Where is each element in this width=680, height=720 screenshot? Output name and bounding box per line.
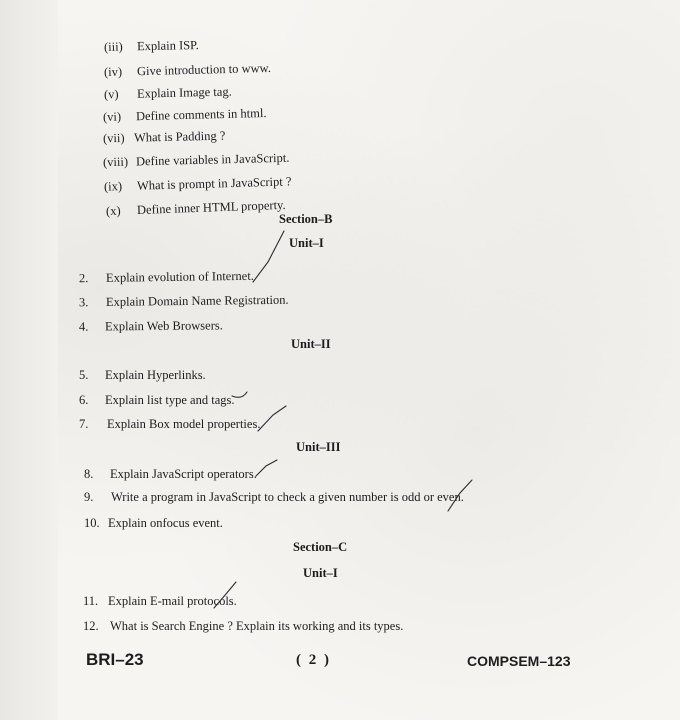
section-b-heading: Section–B: [279, 212, 333, 226]
unit-heading: Unit–III: [296, 440, 341, 454]
question-item: 2. Explain evolution of Internet.: [78, 268, 254, 286]
question-item: 3. Explain Domain Name Registration.: [78, 292, 289, 310]
question-item: 11. Explain E-mail protocols.: [83, 594, 237, 608]
question-item: 9. Write a program in JavaScript to check a given number is odd or even.: [84, 490, 464, 504]
list-item: (v) Explain Image tag.: [103, 84, 232, 102]
list-item: (iv) Give introduction to www.: [103, 60, 272, 80]
list-item: (ix) What is prompt in JavaScript ?: [103, 174, 292, 194]
question-item: 5. Explain Hyperlinks.: [79, 368, 206, 382]
question-item: 7. Explain Box model properties.: [79, 417, 261, 431]
paper-code-left: BRI–23: [86, 650, 144, 669]
section-c-heading: Section–C: [293, 540, 348, 554]
list-item: (viii) Define variables in JavaScript.: [102, 150, 290, 170]
list-item: (iii) Explain ISP.: [103, 38, 199, 54]
unit-heading: Unit–I: [303, 566, 338, 580]
unit-heading: Unit–II: [291, 337, 331, 351]
list-item: (x) Define inner HTML property.: [105, 197, 286, 219]
question-item: 12. What is Search Engine ? Explain its working and its types.: [83, 619, 404, 633]
question-item: 6. Explain list type and tags.: [79, 393, 235, 407]
list-item: (vii) What is Padding ?: [102, 128, 226, 146]
list-item: (vi) Define comments in html.: [102, 106, 267, 124]
question-item: 10. Explain onfocus event.: [84, 516, 223, 530]
unit-heading: Unit–I: [289, 236, 324, 250]
paper-code-right: COMPSEM–123: [467, 653, 571, 669]
question-item: 4. Explain Web Browsers.: [78, 318, 223, 334]
paper-left-edge: [0, 0, 58, 720]
page-number: ( 2 ): [296, 652, 331, 668]
question-item: 8. Explain JavaScript operators.: [84, 467, 257, 481]
